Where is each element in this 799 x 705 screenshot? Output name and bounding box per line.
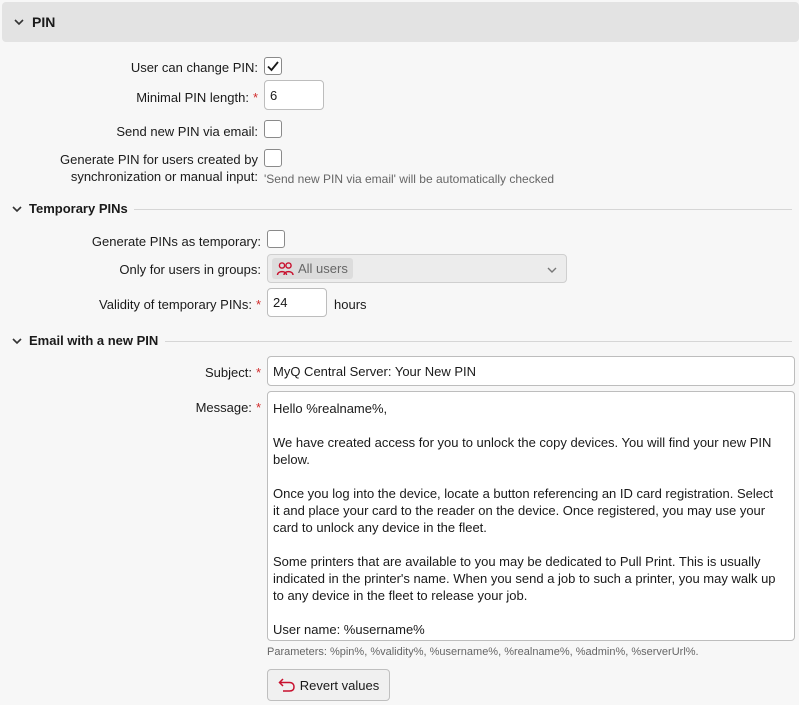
chevron-down-icon [11, 203, 23, 215]
chevron-down-icon [13, 16, 25, 28]
section-divider [134, 209, 792, 210]
revert-arrow-icon [278, 677, 296, 693]
group-tag: All users [272, 258, 353, 279]
message-label: Message: * [195, 400, 261, 415]
generate-pin-checkbox[interactable] [264, 149, 282, 167]
chevron-down-icon [11, 335, 23, 347]
groups-select[interactable] [267, 254, 567, 283]
generate-temp-checkbox[interactable] [267, 230, 285, 248]
send-pin-email-label: Send new PIN via email: [116, 124, 258, 139]
min-pin-length-input[interactable]: 6 [264, 80, 324, 110]
generate-pin-hint: 'Send new PIN via email' will be automatically checked [264, 172, 555, 186]
users-group-icon [276, 261, 294, 277]
groups-label: Only for users in groups: [119, 262, 261, 277]
message-textarea[interactable]: Hello %realname%, We have created access for you to unlock the copy devices. You will find your new PIN below. Once you log into the device, locate a button referencing an ID card registration. Select it and place your card to the reader on the device. Once registered, you may use your card to unlock any device in the fleet. Some printers that are available to you may be dedicated to Pull Print. This is usually indicated in the printer's name. When you send a job to such a printer, you may walk up to any device in the fleet to release your job. User name: %username% [267, 391, 795, 641]
chevron-down-icon[interactable] [546, 264, 558, 276]
generate-pin-label: Generate PIN for users created by synchronization or manual input: [60, 152, 258, 184]
required-marker: * [255, 297, 261, 312]
subject-input[interactable]: MyQ Central Server: Your New PIN [267, 356, 795, 386]
email-section-title: Email with a new PIN [29, 333, 159, 348]
temporary-pins-title: Temporary PINs [29, 201, 128, 216]
validity-label: Validity of temporary PINs: * [99, 297, 261, 312]
required-marker: * [255, 365, 261, 380]
email-section-header[interactable] [11, 333, 158, 348]
pin-section-header[interactable] [2, 2, 799, 42]
section-divider [165, 341, 792, 342]
user-can-change-pin-label: User can change PIN: [130, 60, 258, 75]
required-marker: * [252, 90, 258, 105]
generate-temp-label: Generate PINs as temporary: [91, 234, 261, 249]
pin-section-title: PIN [32, 14, 56, 30]
temporary-pins-section-header[interactable] [11, 201, 128, 216]
min-pin-length-label: Minimal PIN length: * [136, 90, 258, 105]
subject-label: Subject: * [204, 365, 261, 380]
validity-input[interactable]: 24 [267, 288, 327, 317]
required-marker: * [255, 400, 261, 415]
user-can-change-pin-checkbox[interactable] [264, 57, 282, 75]
parameters-hint: Parameters: %pin%, %validity%, %username%, %realname%, %admin%, %serverUrl%. [267, 646, 699, 658]
send-pin-email-checkbox[interactable] [264, 120, 282, 138]
revert-values-button[interactable]: Revert values [267, 669, 390, 701]
checkmark-icon [266, 59, 280, 73]
validity-unit: hours [334, 297, 367, 312]
